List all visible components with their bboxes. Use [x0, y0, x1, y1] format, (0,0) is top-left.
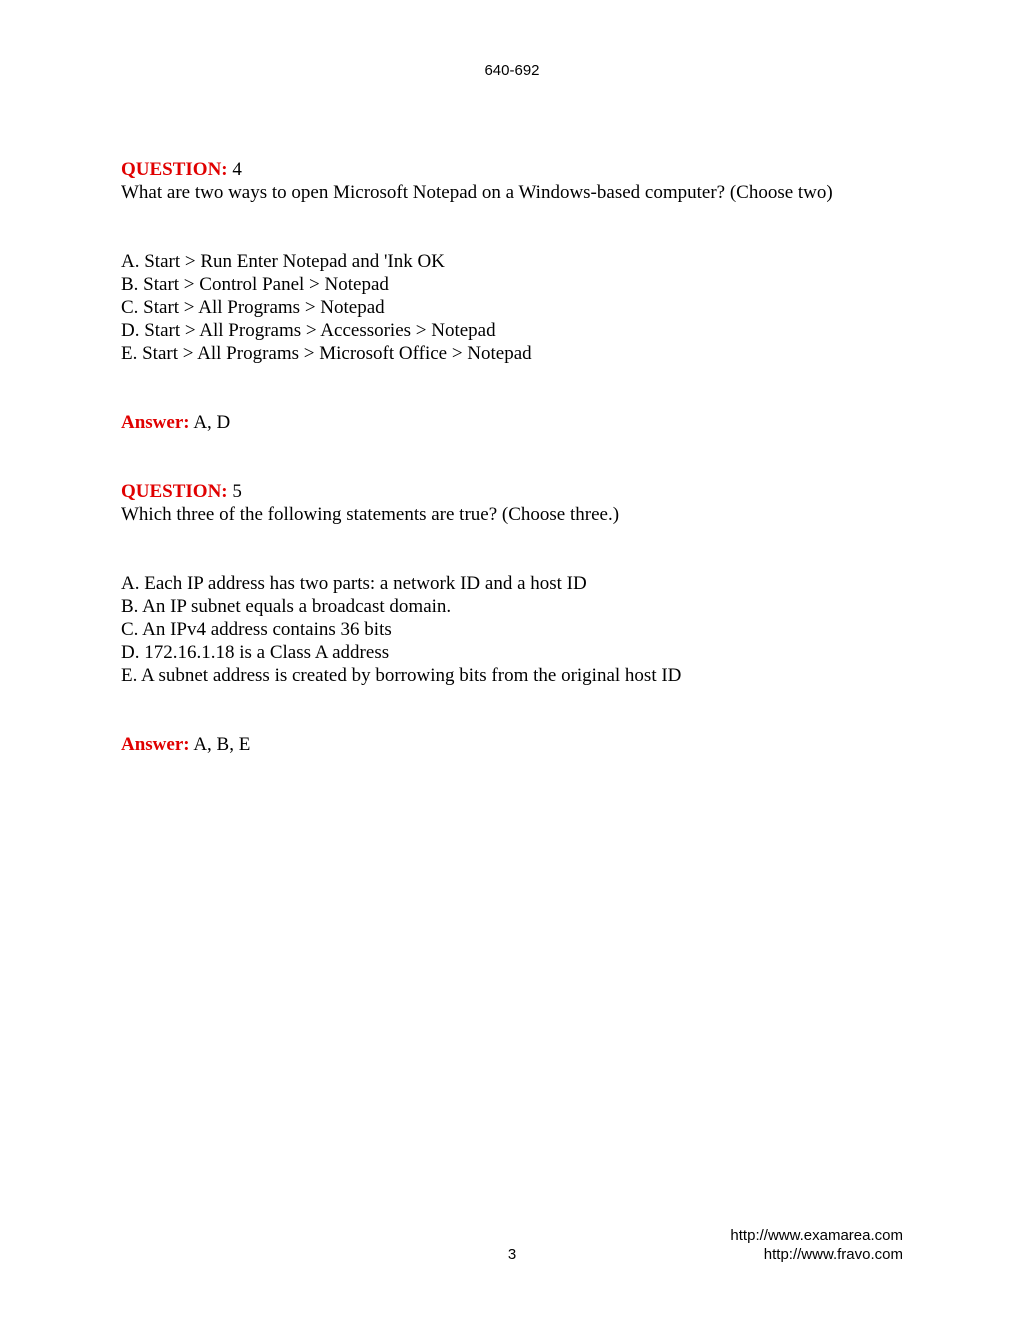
options-list [121, 572, 921, 687]
option-c: C. Start > All Programs > Notepad [121, 297, 385, 318]
option-e: E. A subnet address is created by borrowing bits from the original host ID [121, 665, 682, 686]
question-heading [121, 158, 921, 181]
option-a: A. Start > Run Enter Notepad and 'Ink OK [121, 251, 445, 272]
answer-value: A, D [193, 412, 231, 433]
option-d: D. 172.16.1.18 is a Class A address [121, 642, 390, 663]
footer-links [730, 1226, 903, 1264]
footer-link-fravo[interactable]: http://www.fravo.com [763, 1246, 903, 1263]
question-heading [121, 480, 921, 503]
question-text: Which three of the following statements are true? (Choose three.) [121, 504, 620, 525]
option-e: E. Start > All Programs > Microsoft Office > Notepad [121, 343, 532, 364]
question-number: 5 [232, 481, 242, 502]
option-d: D. Start > All Programs > Accessories > Notepad [121, 320, 496, 341]
footer-link-examarea[interactable]: http://www.examarea.com [730, 1227, 903, 1244]
exam-code: 640-692 [484, 62, 540, 79]
question-spacer [121, 434, 921, 480]
question-block-4 [121, 158, 921, 434]
questions-content [121, 158, 921, 756]
question-number: 4 [232, 159, 242, 180]
question-text: What are two ways to open Microsoft Notepad on a Windows-based computer? (Choose two) [121, 182, 833, 203]
options-list [121, 250, 921, 365]
answer-value: A, B, E [193, 734, 251, 755]
question-block-5 [121, 480, 921, 756]
question-label: QUESTION: [121, 481, 228, 502]
question-label: QUESTION: [121, 159, 228, 180]
option-b: B. An IP subnet equals a broadcast domain. [121, 596, 452, 617]
option-c: C. An IPv4 address contains 36 bits [121, 619, 392, 640]
answer-label: Answer: [121, 734, 190, 755]
answer-line [121, 733, 921, 756]
page-number: 3 [507, 1246, 517, 1263]
answer-line [121, 411, 921, 434]
option-b: B. Start > Control Panel > Notepad [121, 274, 389, 295]
answer-label: Answer: [121, 412, 190, 433]
option-a: A. Each IP address has two parts: a network ID and a host ID [121, 573, 587, 594]
